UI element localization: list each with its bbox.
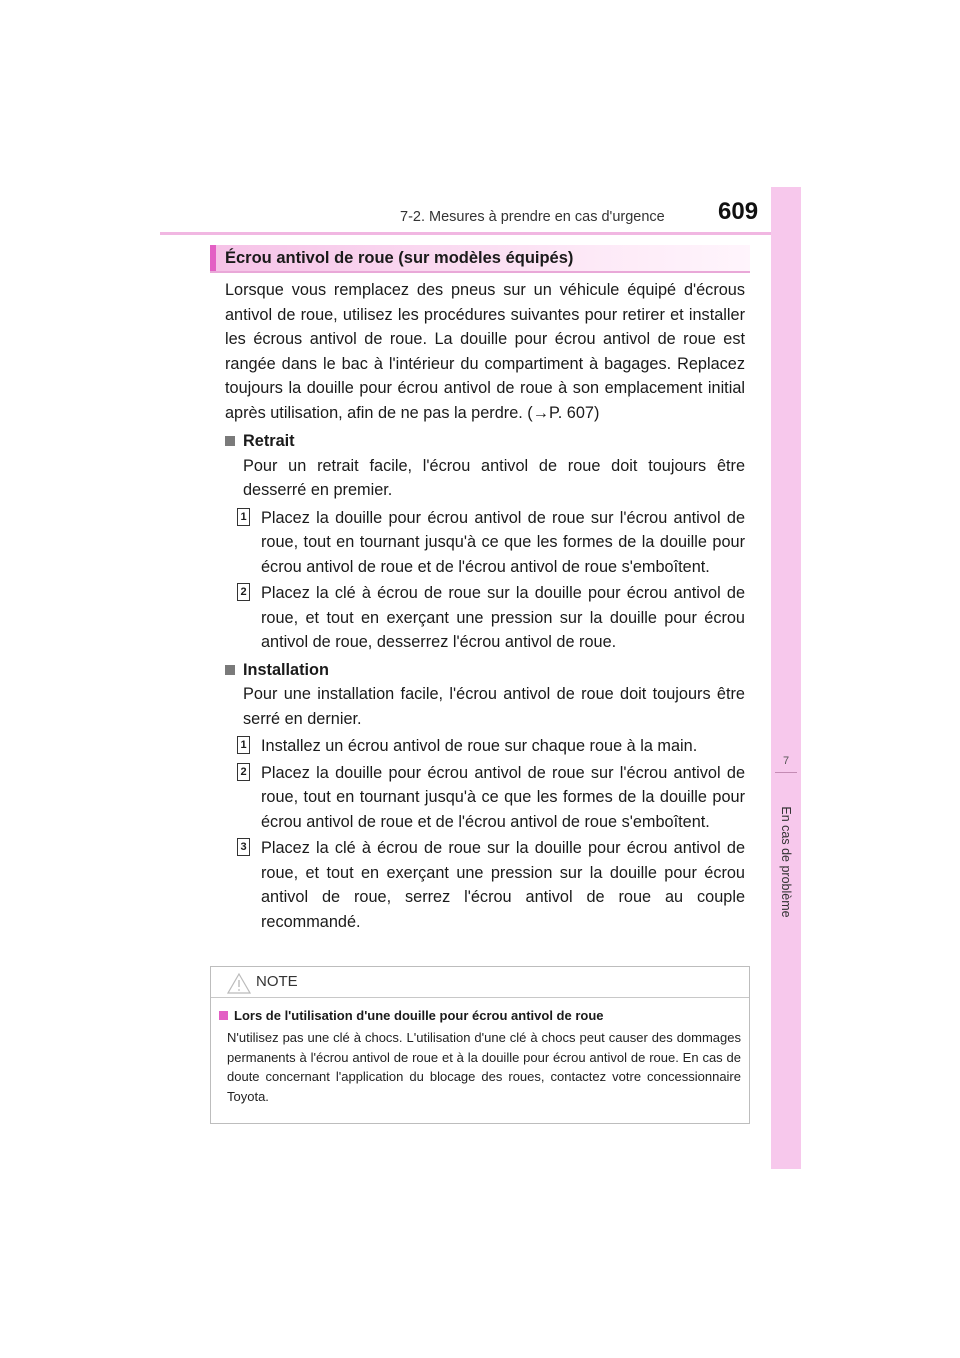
note-subheading [219,1008,741,1023]
pink-square-bullet-icon [219,1011,228,1020]
note-box [210,966,750,1124]
chapter-side-tab [771,187,801,1169]
note-header [211,967,749,998]
chapter-number: 7 [782,755,790,767]
installation-title: Installation [243,660,329,679]
running-header: 7-2. Mesures à prendre en cas d'urgence [400,209,665,225]
note-body [211,998,749,1106]
installation-heading [225,658,745,683]
intro-paragraph: Lorsque vous remplacez des pneus sur un véhicule équipé d'écrous antivol de roue, utilisez les procédures suivantes pour retirer et installer les écrous antivol de roue. La douille pour écrou antivol de roue est rangée dans le bac à l'intérieur du compartiment à bagages. Replacez toujours la douille pour écrou antivol de roue à son emplacement initial après utilisation, afin de ne pas la perdre. (→P. 607) [225,281,745,422]
note-subheading-text: Lors de l'utilisation d'une douille pour écrou antivol de roue [234,1008,604,1023]
section-heading: Écrou antivol de roue (sur modèles équipés) [210,245,750,271]
warning-icon [227,973,251,994]
square-bullet-icon [225,436,235,446]
step-text: Placez la clé à écrou de roue sur la douille pour écrou antivol de roue, et tout en exerçant une pression sur la douille pour écrou antivol de roue, desserrez l'écrou antivol de roue. [261,584,745,651]
side-tab-divider [775,772,797,773]
removal-step-2 [225,581,745,655]
step-text: Placez la douille pour écrou antivol de roue sur l'écrou antivol de roue, tout en tournant jusqu'à ce que les formes de la douille pour écrou antivol de roue et de l'écrou antivol de roue s'emboîtent. [261,508,745,576]
removal-text: Pour un retrait facile, l'écrou antivol de roue doit toujours être desserré en premier. [243,456,745,499]
installation-step-2 [225,761,745,835]
square-bullet-icon [225,665,235,675]
installation-text: Pour une installation facile, l'écrou antivol de roue doit toujours être serré en dernier. [243,685,745,728]
installation-step-3 [225,836,745,934]
installation-step-1 [225,734,745,759]
step-number-badge: 3 [237,838,250,856]
step-text: Installez un écrou antivol de roue sur chaque roue à la main. [261,737,698,755]
step-number-badge: 2 [237,583,250,601]
step-number-badge: 2 [237,763,250,781]
main-content [225,278,745,936]
note-text: N'utilisez pas une clé à chocs. L'utilisation d'une clé à chocs peut causer des dommages permanents à l'écrou antivol de roue et à la douille pour écrou antivol de roue. En cas de doute concernant l'application du blocage des roues, contactez votre concessionnaire Toyota. [227,1030,741,1104]
removal-title: Retrait [243,432,295,450]
chapter-label: En cas de problème [779,806,793,918]
heading-underline [210,271,750,273]
note-title: NOTE [256,973,298,990]
removal-step-1 [225,506,745,580]
header-rule [160,232,800,235]
step-number-badge: 1 [237,736,250,754]
step-text: Placez la douille pour écrou antivol de roue sur l'écrou antivol de roue, tout en tournant jusqu'à ce que les formes de la douille pour écrou antivol de roue et de l'écrou antivol de roue s'emboîtent. [261,763,745,831]
removal-heading [225,429,745,454]
step-number-badge: 1 [237,508,250,526]
page-number: 609 [718,198,759,225]
step-text: Placez la clé à écrou de roue sur la douille pour écrou antivol de roue, et tout en exerçant une pression sur la douille pour écrou antivol de roue, serrez l'écrou antivol de roue au couple recommandé. [261,839,745,931]
